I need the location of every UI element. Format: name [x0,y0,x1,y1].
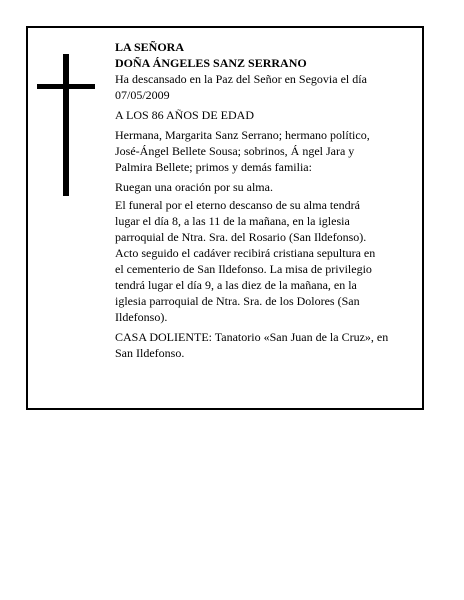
age-line: A LOS 86 AÑOS DE EDAD [115,108,255,122]
burial-line: Acto seguido el cadáver recibirá cristiana sepultura en [115,246,376,260]
family-line: José-Ángel Bellete Sousa; sobrinos, Á ngel Jara y [115,144,355,158]
burial-line: el cementerio de San Ildefonso. La misa de privilegio [115,262,372,276]
house-line: San Ildefonso. [115,346,185,360]
burial-line: Ildefonso). [115,310,168,324]
house-line: CASA DOLIENTE: Tanatorio «San Juan de la Cruz», en [115,330,389,344]
funeral-line: parroquial de Ntra. Sra. del Rosario (San Ildefonso). [115,230,367,244]
announcement-line: Ha descansado en la Paz del Señor en Segovia el día [115,72,367,86]
deceased-name: DOÑA ÁNGELES SANZ SERRANO [115,56,307,70]
funeral-line: lugar el día 8, a las 11 de la mañana, en la iglesia [115,214,350,228]
prayer-line: Ruegan una oración por su alma. [115,180,273,194]
obituary-text [115,39,433,361]
cross-horizontal-bar [37,84,95,89]
funeral-line: El funeral por el eterno descanso de su alma tendrá [115,198,360,212]
burial-line: iglesia parroquial de Ntra. Sra. de los Dolores (San [115,294,360,308]
family-line: Hermana, Margarita Sanz Serrano; hermano político, [115,128,370,142]
family-line: Palmira Bellete; primos y demás familia: [115,160,312,174]
heading: LA SEÑORA [115,40,185,54]
announcement-date: 07/05/2009 [115,88,170,102]
burial-line: tendrá lugar el día 9, a las diez de la mañana, en la [115,278,357,292]
cross-vertical-bar [63,54,69,196]
